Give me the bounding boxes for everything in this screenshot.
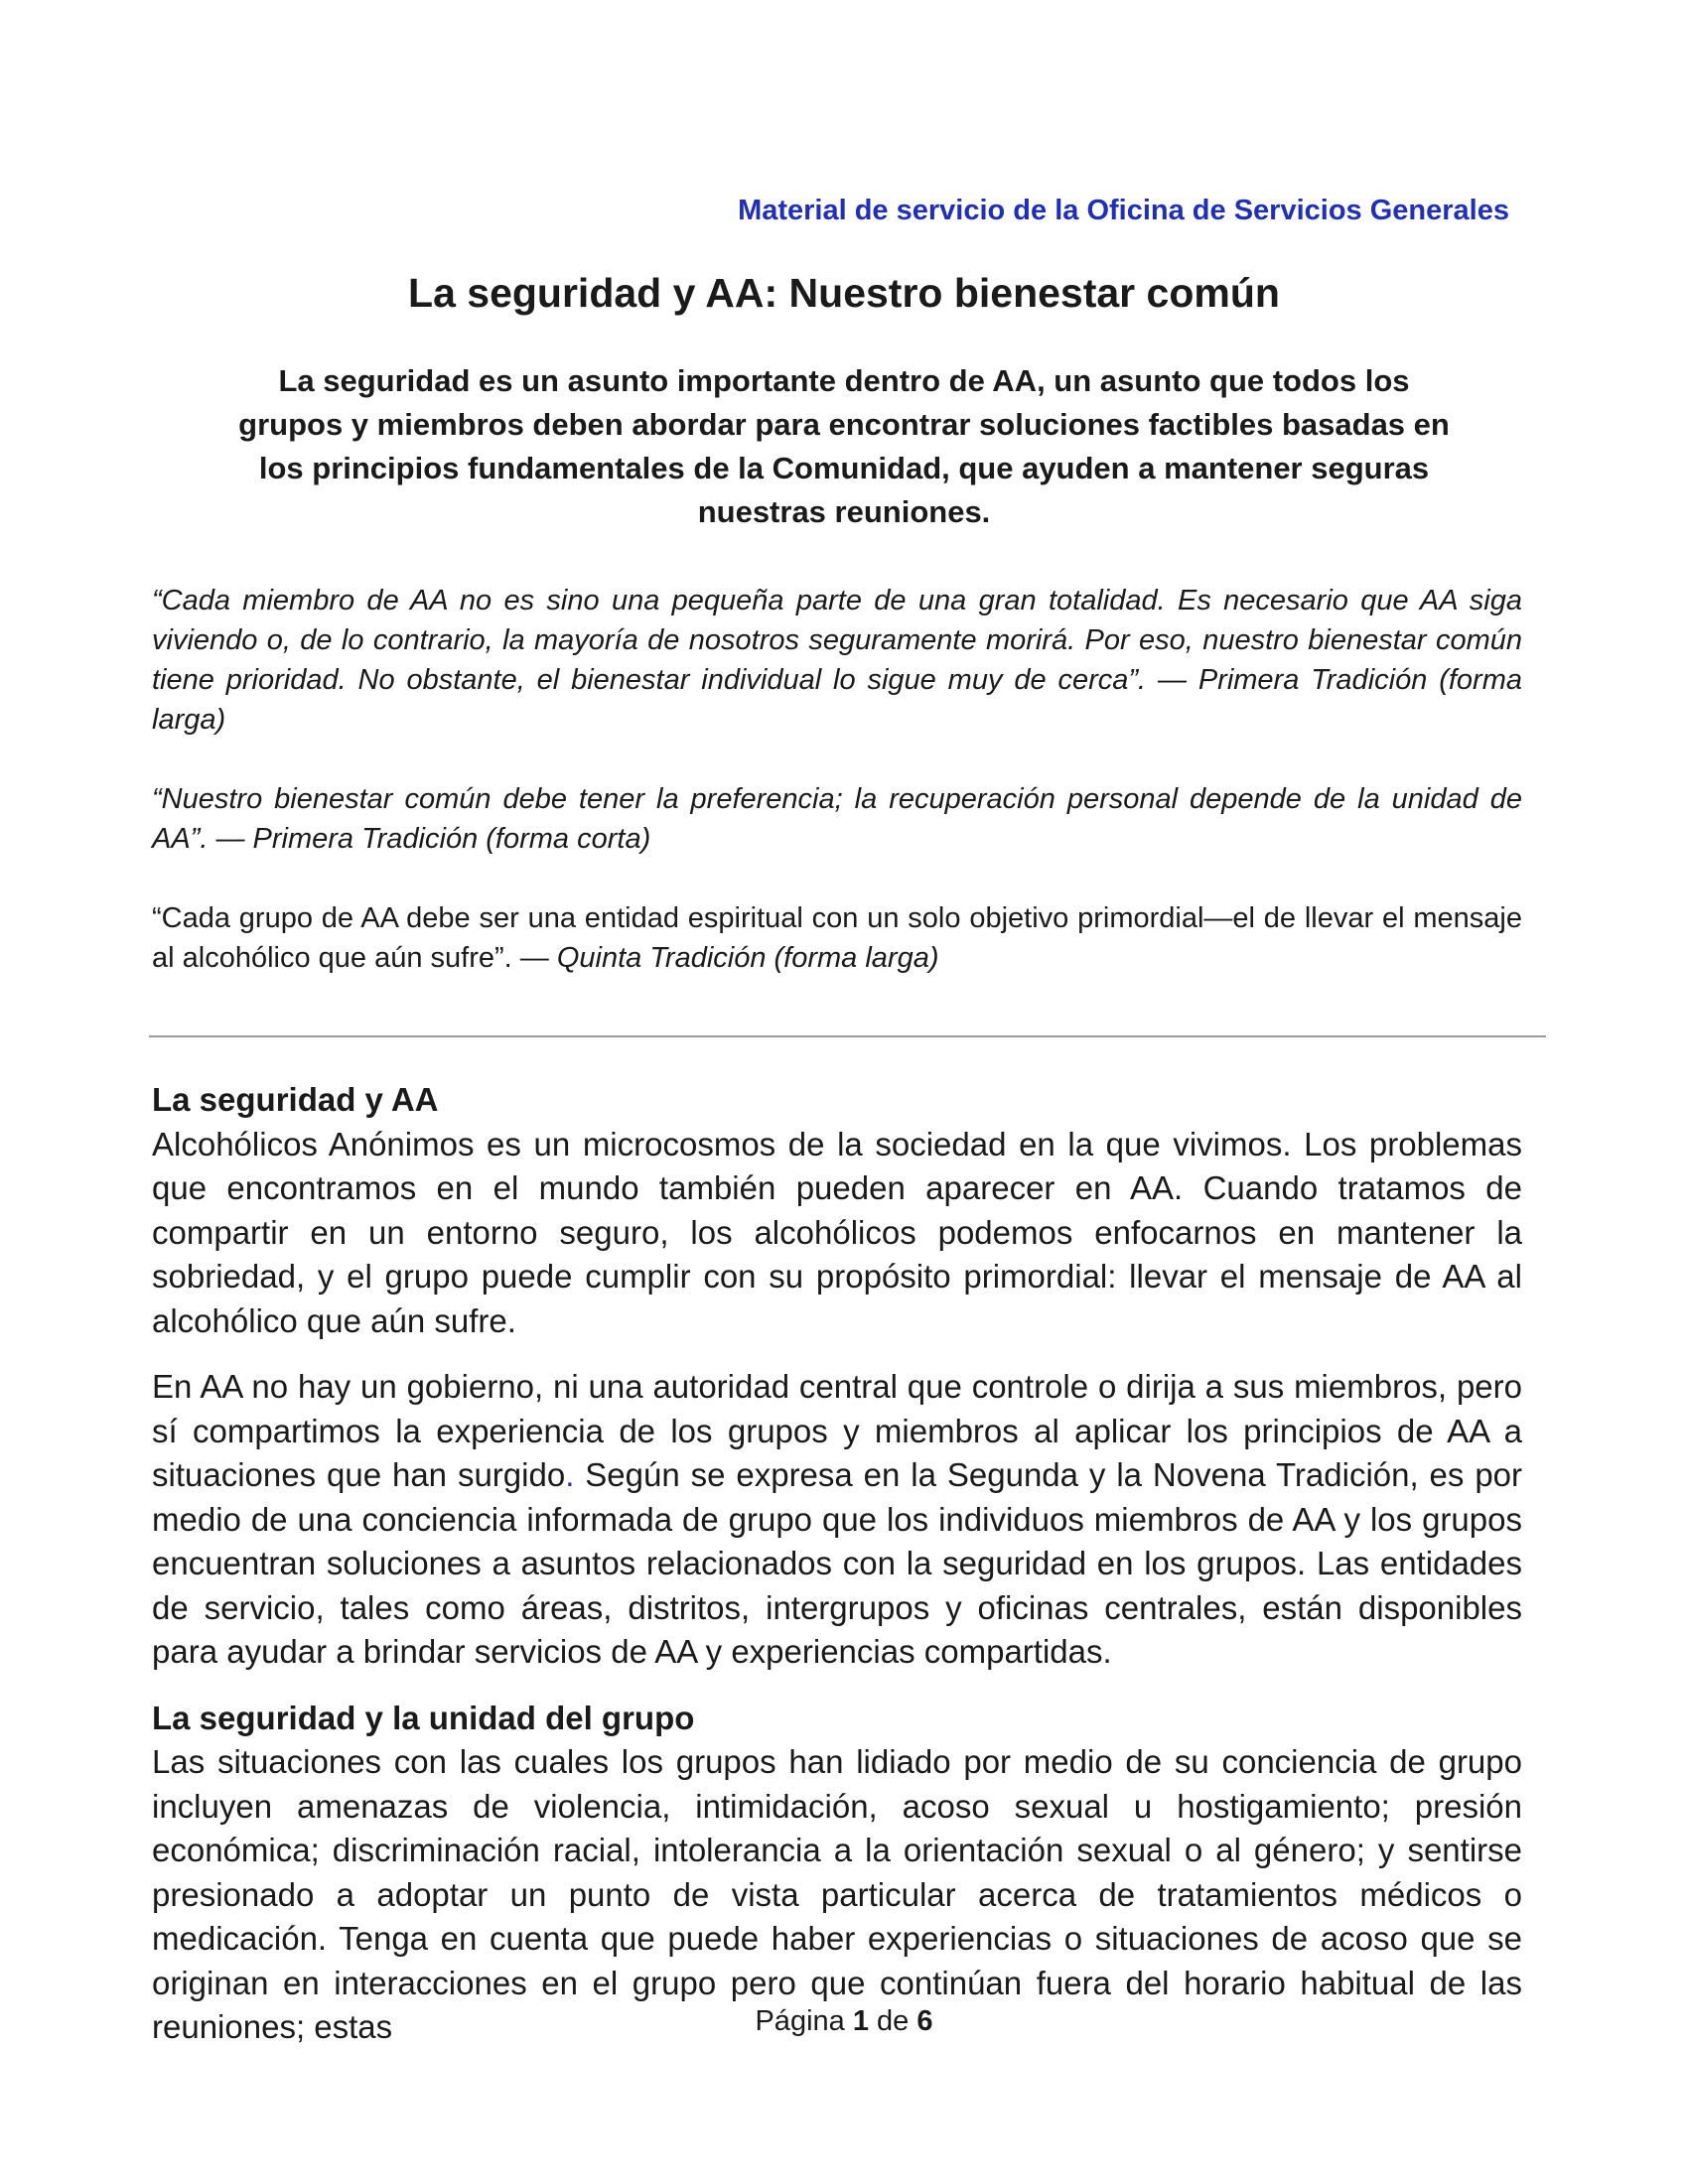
section-divider — [149, 1035, 1546, 1037]
quote-fifth-source: Quinta Tradición (forma larga) — [556, 942, 939, 974]
quote-fifth-text: “Cada grupo de AA debe ser una entidad espiritual con un solo objetivo primordial—el de llevar el mensaje al alcohólico que aún sufre”. — — [152, 902, 1522, 974]
document-title: La seguridad y AA: Nuestro bienestar común — [408, 270, 1280, 316]
paragraph-no-government — [152, 1365, 1522, 1675]
page-word: Página — [755, 2005, 845, 2037]
service-material-label: Material de servicio de la Oficina de Servicios Generales — [738, 195, 1509, 226]
paragraph-microcosm: Alcohólicos Anónimos es un microcosmos de la sociedad en la que vivimos. Los problemas que encontramos en el mundo también pueden aparecer en AA. Cuando tratamos de compartir en un entorno seguro, los alcohólicos podemos enfocarnos en mantener la sobriedad, y el grupo puede cumplir con su propósito primordial: llevar el mensaje de AA al alcohólico que aún sufre. — [152, 1125, 1522, 1339]
quote-fifth-tradition — [152, 898, 1522, 978]
intro-statement: La seguridad es un asunto importante dentro de AA, un asunto que todos los grupos y miembros deben abordar para encontrar soluciones factibles basadas en los principios fundamentales de la Comunidad, que ayuden a mantener seguras nuestras reuniones. — [238, 363, 1450, 529]
document-body — [152, 1078, 1522, 2072]
blue-period: . — [565, 1456, 575, 1493]
of-word: de — [877, 2005, 910, 2037]
paragraph-no-government-end: Según se expresa en la Segunda y la Novena Tradición, es por medio de una conciencia informada de grupo que los individuos miembros de AA y los grupos encuentran soluciones a asuntos relacionados con la seguridad en los grupos. Las entidades de servicio, tales como áreas, distritos, intergrupos y oficinas centrales, están disponibles para ayudar a brindar servicios de AA y experiencias compartidas. — [152, 1456, 1523, 1670]
page-total: 6 — [916, 2005, 933, 2037]
page-number: 1 — [852, 2005, 869, 2037]
section-heading-group-unity: La seguridad y la unidad del grupo — [152, 1699, 695, 1736]
quote-first-tradition-long: “Cada miembro de AA no es sino una pequeña parte de una gran totalidad. Es necesario que AA siga viviendo o, de lo contrario, la mayoría de nosotros seguramente morirá. Por eso, nuestro bienestar común tiene prioridad. No obstante, el bienestar individual lo sigue muy de cerca”. — Primera Tradición (forma larga) — [152, 585, 1522, 736]
paragraph-situations: Las situaciones con las cuales los grupos han lidiado por medio de su conciencia de grupo incluyen amenazas de violencia, intimidación, acoso sexual u hostigamiento; presión económica; discriminación racial, intolerancia a la orientación sexual o al género; y sentirse presionado a adoptar un punto de vista particular acerca de tratamientos médicos o medicación. Tenga en cuenta que puede haber experiencias o situaciones de acoso que se originan en interacciones en el grupo pero que continúan fuera del horario habitual de las reuniones; estas — [152, 1743, 1522, 2045]
section-heading-safety-aa: La seguridad y AA — [152, 1081, 439, 1118]
quote-first-tradition-short: “Nuestro bienestar común debe tener la preferencia; la recuperación personal depende de la unidad de AA”. — Primera Tradición (forma corta) — [152, 783, 1522, 855]
tradition-quotes — [152, 581, 1522, 1018]
paragraph-no-government-start: En AA no hay un gobierno, ni una autoridad central que controle o dirija a sus miembros, pero sí compartimos la experiencia de los grupos y miembros al aplicar los principios de AA a situaciones que han surgido — [152, 1368, 1522, 1493]
page-footer — [0, 2005, 1688, 2038]
